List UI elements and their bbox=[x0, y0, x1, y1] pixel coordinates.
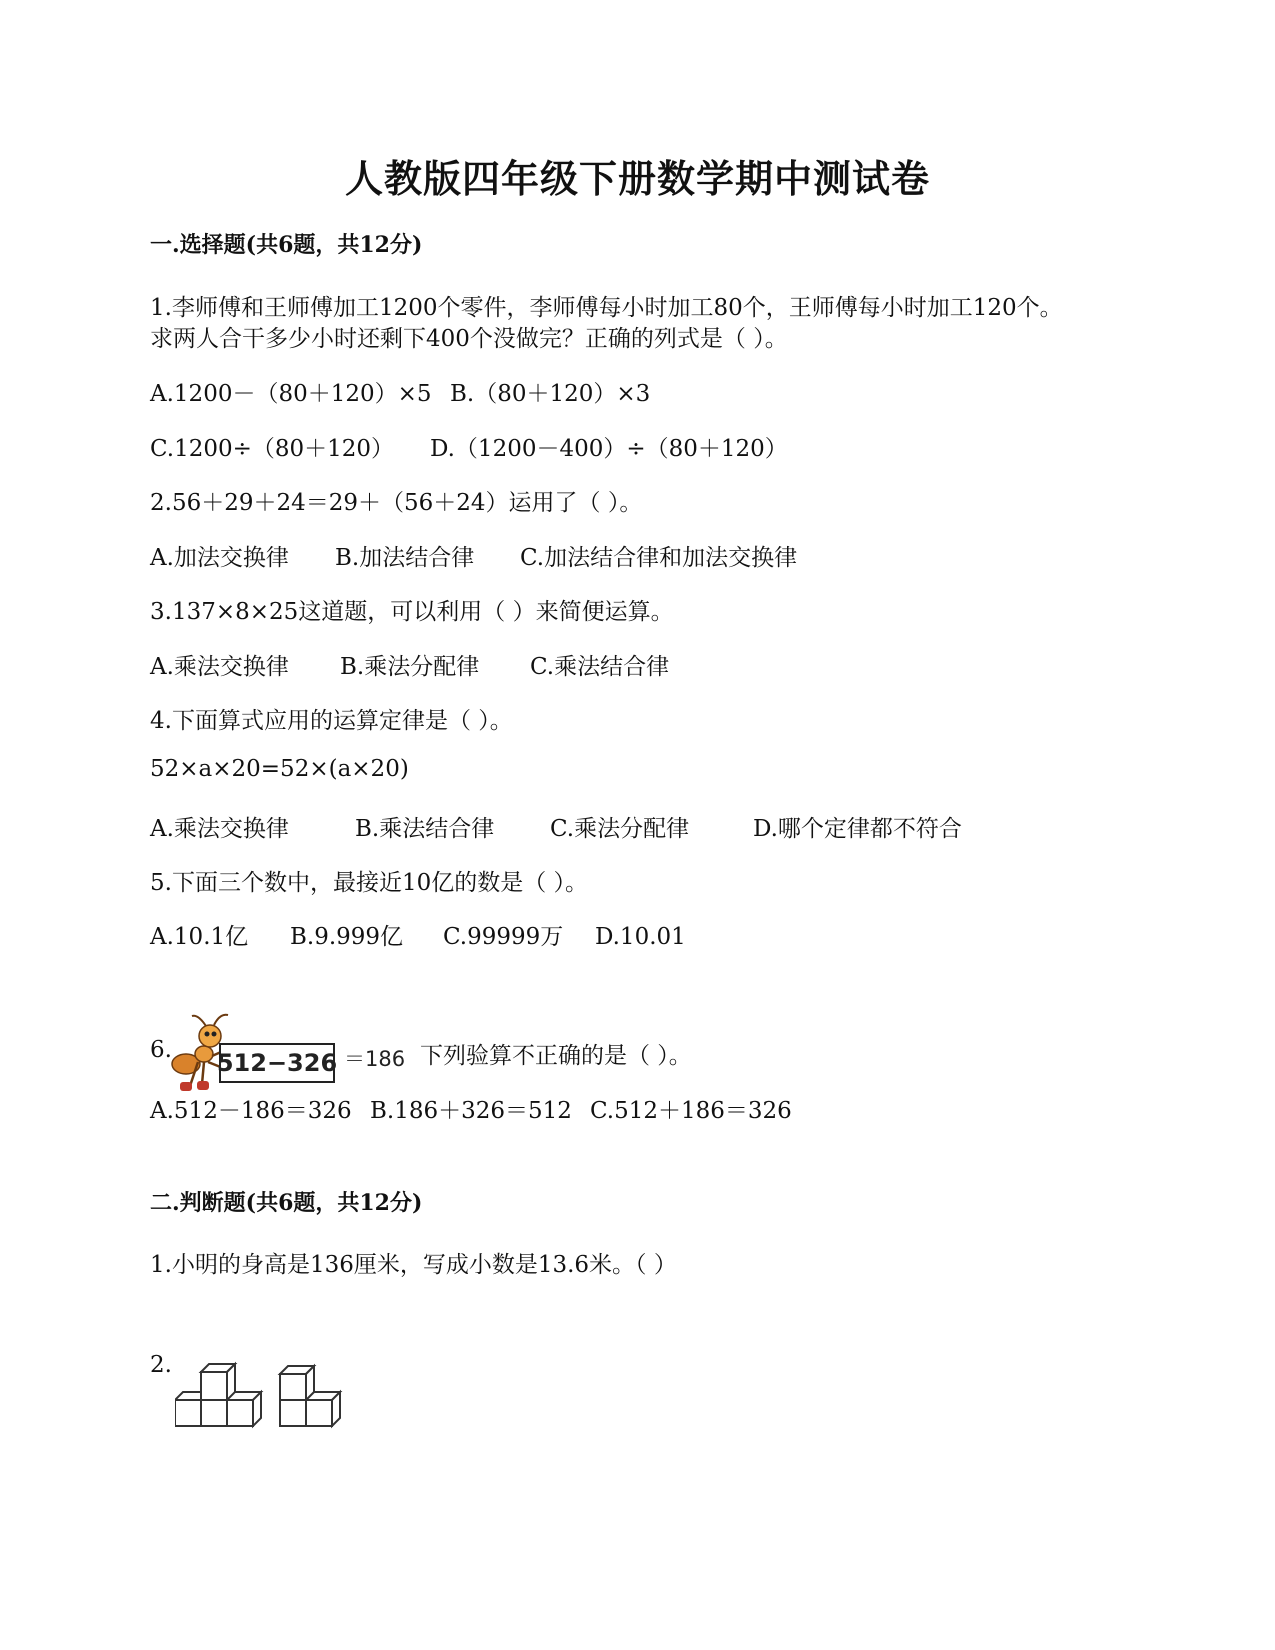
q5-options bbox=[150, 918, 686, 951]
ant-figure-svg bbox=[168, 1012, 428, 1104]
q3-option-c: C.乘法结合律 bbox=[530, 654, 670, 680]
q1-option-c: C.1200÷（80＋120） bbox=[150, 436, 395, 462]
section-1-heading: 一.选择题(共6题，共12分) bbox=[150, 232, 423, 258]
q3-options bbox=[150, 648, 669, 681]
q6-option-b: B.186＋326＝512 bbox=[370, 1098, 572, 1124]
q2-options bbox=[150, 539, 797, 572]
q4-options bbox=[150, 810, 962, 843]
q2-option-b: B.加法结合律 bbox=[335, 545, 475, 571]
q4-option-b: B.乘法结合律 bbox=[355, 816, 495, 842]
q5-stem: 5.下面三个数中，最接近10亿的数是（ ）。 bbox=[150, 870, 589, 896]
q6-stem: 下列验算不正确的是（ ）。 bbox=[420, 1043, 692, 1069]
q5-option-a: A.10.1亿 bbox=[150, 924, 249, 950]
q1-option-d: D.（1200－400）÷（80＋120） bbox=[430, 436, 788, 462]
q5-option-c: C.99999万 bbox=[443, 924, 564, 950]
q6-number: 6. bbox=[150, 1037, 172, 1063]
cube-group-left bbox=[175, 1364, 261, 1426]
q3-option-b: B.乘法分配律 bbox=[340, 654, 480, 680]
judge-q2-number: 2. bbox=[150, 1352, 172, 1378]
q2-option-a: A.加法交换律 bbox=[150, 545, 289, 571]
cubes-svg bbox=[175, 1360, 355, 1432]
cube-group-right bbox=[280, 1366, 340, 1426]
q6-options bbox=[150, 1092, 792, 1125]
q1-stem-line1: 1.李师傅和王师傅加工1200个零件，李师傅每小时加工80个，王师傅每小时加工120个。 bbox=[150, 295, 1063, 321]
q6-option-c: C.512＋186＝326 bbox=[590, 1098, 792, 1124]
q6-option-a: A.512－186＝326 bbox=[150, 1098, 352, 1124]
figure-result: ＝186 bbox=[344, 1047, 406, 1071]
q3-option-a: A.乘法交换律 bbox=[150, 654, 289, 680]
q1-options-row1 bbox=[150, 375, 650, 408]
q1-option-a: A.1200－（80＋120）×5 bbox=[150, 381, 432, 407]
page-title: 人教版四年级下册数学期中测试卷 bbox=[344, 156, 930, 201]
q4-option-a: A.乘法交换律 bbox=[150, 816, 289, 842]
q4-option-d: D.哪个定律都不符合 bbox=[753, 816, 962, 842]
section-2-heading: 二.判断题(共6题，共12分) bbox=[150, 1190, 423, 1216]
q5-option-d: D.10.01 bbox=[595, 924, 686, 950]
q1-option-b: B.（80＋120）×3 bbox=[450, 381, 651, 407]
q2-stem: 2.56＋29＋24＝29＋（56＋24）运用了（ ）。 bbox=[150, 490, 643, 516]
q1-options-row2 bbox=[150, 430, 788, 463]
q4-formula: 52×a×20=52×(a×20) bbox=[150, 756, 409, 782]
figure-expression: 512−326 bbox=[216, 1049, 338, 1077]
q5-option-b: B.9.999亿 bbox=[290, 924, 404, 950]
q1-stem-line2: 求两人合干多少小时还剩下400个没做完？正确的列式是（ ）。 bbox=[150, 326, 788, 352]
q2-option-c: C.加法结合律和加法交换律 bbox=[520, 545, 798, 571]
q3-stem: 3.137×8×25这道题，可以利用（ ）来简便运算。 bbox=[150, 599, 674, 625]
judge-q1: 1.小明的身高是136厘米，写成小数是13.6米。（ ） bbox=[150, 1252, 677, 1278]
q4-option-c: C.乘法分配律 bbox=[550, 816, 690, 842]
cubes-figure bbox=[175, 1360, 355, 1436]
q4-stem: 4.下面算式应用的运算定律是（ ）。 bbox=[150, 708, 513, 734]
